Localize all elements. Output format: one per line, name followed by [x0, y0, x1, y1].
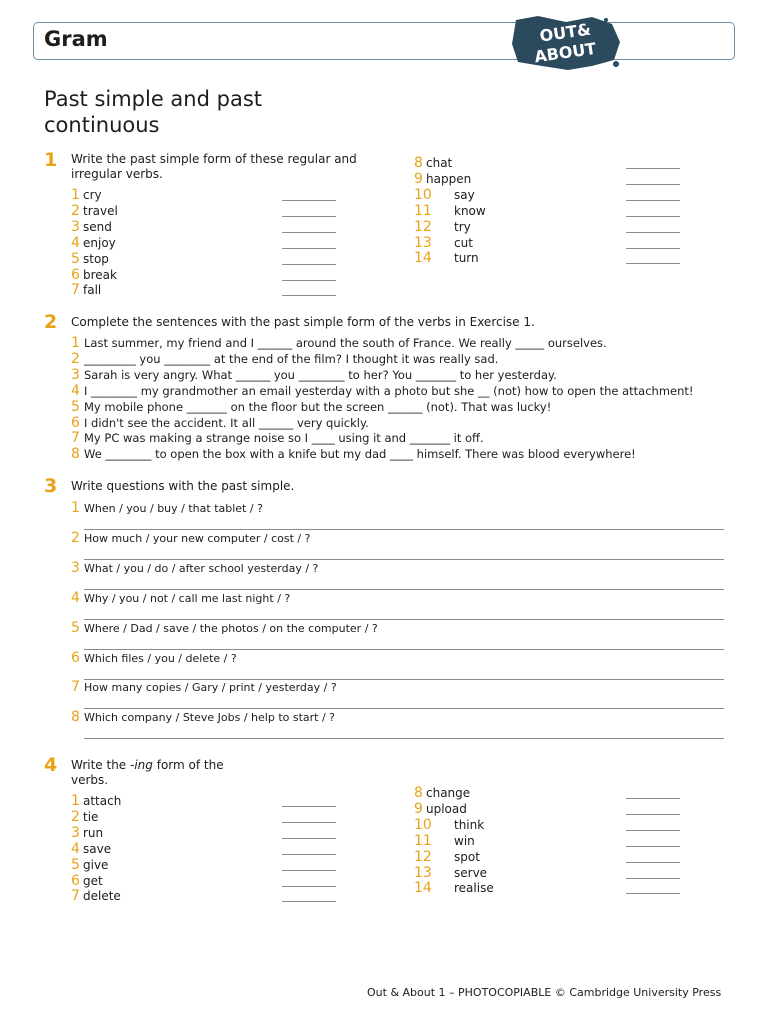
- item-word: get: [83, 873, 103, 888]
- sentence-text: _________ you ________ at the end of the film? I thought it was really sad.: [84, 351, 499, 366]
- item-word: say: [454, 187, 475, 202]
- answer-blank[interactable]: [626, 878, 680, 879]
- answer-blank[interactable]: [626, 798, 680, 799]
- answer-blank[interactable]: [282, 838, 336, 839]
- question-item: [71, 530, 310, 547]
- question-text: How much / your new computer / cost / ?: [84, 531, 311, 545]
- item-word: run: [83, 825, 104, 840]
- word-item: [414, 801, 467, 817]
- item-number: 7: [71, 430, 80, 447]
- word-item: [71, 203, 118, 219]
- item-number: 8: [71, 709, 80, 726]
- question-item: [71, 560, 318, 577]
- exercise-3-instruction: Write questions with the past simple.: [71, 479, 295, 493]
- item-number: 7: [71, 888, 80, 905]
- sentence-text: My mobile phone _______ on the floor but the screen ______ (not). That was lucky!: [84, 399, 552, 414]
- question-text: When / you / buy / that tablet / ?: [84, 502, 263, 515]
- item-number: 3: [71, 559, 80, 576]
- item-word: change: [426, 786, 471, 800]
- word-item: [71, 857, 108, 873]
- question-item: [71, 500, 263, 517]
- word-item: [414, 203, 486, 219]
- item-number: 4: [71, 382, 80, 399]
- item-number: 1: [71, 500, 80, 516]
- item-word: cut: [454, 235, 473, 250]
- item-number: 14: [414, 250, 432, 267]
- answer-blank[interactable]: [282, 822, 336, 823]
- footer-copyright: Out & About 1 – PHOTOCOPIABLE © Cambridge University Press: [367, 986, 722, 999]
- answer-blank[interactable]: [626, 263, 680, 264]
- word-item: [414, 155, 452, 171]
- sentence-text: Sarah is very angry. What ______ you ________ to her? You _______ to her yesterday.: [84, 367, 557, 382]
- item-word: cry: [83, 188, 102, 202]
- exercise-3-number: 3: [44, 475, 58, 497]
- item-number: 13: [414, 234, 432, 251]
- item-number: 8: [414, 785, 423, 801]
- answer-blank[interactable]: [282, 854, 336, 855]
- exercise-2-number: 2: [44, 311, 58, 333]
- header-banner: [33, 19, 735, 60]
- sentence-text: I ________ my grandmother an email yesterday with a photo but she __ (not) how to open the attachment!: [84, 383, 694, 398]
- item-number: 6: [71, 414, 80, 431]
- answer-blank[interactable]: [282, 232, 336, 233]
- item-number: 3: [71, 218, 80, 235]
- item-number: 1: [71, 335, 80, 351]
- answer-blank[interactable]: [282, 901, 336, 902]
- item-number: 3: [71, 366, 80, 383]
- item-number: 5: [71, 856, 80, 873]
- answer-blank[interactable]: [626, 200, 680, 201]
- question-item: [71, 709, 335, 726]
- item-number: 6: [71, 649, 80, 666]
- word-item: [414, 219, 471, 235]
- word-item: [414, 849, 480, 865]
- item-number: 14: [414, 880, 432, 897]
- item-word: delete: [83, 889, 121, 904]
- item-number: 9: [414, 800, 423, 817]
- item-number: 13: [414, 864, 432, 881]
- item-number: 5: [71, 398, 80, 415]
- item-number: 4: [71, 589, 80, 606]
- exercise-1-instruction: Write the past simple form of these regular and irregular verbs.: [71, 152, 357, 181]
- answer-blank[interactable]: [282, 806, 336, 807]
- item-number: 11: [414, 832, 432, 849]
- answer-blank[interactable]: [626, 184, 680, 185]
- word-item: [71, 793, 121, 809]
- answer-blank[interactable]: [626, 168, 680, 169]
- item-word: save: [83, 841, 112, 856]
- word-item: [414, 235, 473, 251]
- item-word: chat: [426, 156, 453, 170]
- item-word: attach: [83, 794, 122, 808]
- question-text: Where / Dad / save / the photos / on the computer / ?: [84, 621, 378, 635]
- item-word: stop: [83, 251, 109, 266]
- sentence-item: [71, 430, 484, 446]
- item-number: 2: [71, 350, 80, 367]
- word-item: [414, 250, 479, 266]
- item-number: 3: [71, 824, 80, 841]
- item-number: 2: [71, 202, 80, 219]
- item-word: turn: [454, 251, 479, 266]
- item-number: 10: [414, 816, 432, 833]
- svg-text:OUT&: OUT&: [538, 19, 593, 46]
- item-number: 6: [71, 872, 80, 889]
- question-text: Which files / you / delete / ?: [84, 651, 237, 665]
- question-text: What / you / do / after school yesterday / ?: [84, 561, 319, 575]
- item-word: tie: [83, 809, 99, 824]
- item-number: 1: [71, 793, 80, 809]
- item-number: 2: [71, 529, 80, 546]
- item-word: enjoy: [83, 235, 116, 250]
- item-word: happen: [426, 171, 472, 186]
- item-word: travel: [83, 203, 118, 218]
- answer-blank[interactable]: [626, 216, 680, 217]
- item-number: 4: [71, 234, 80, 251]
- word-item: [71, 873, 103, 889]
- word-item: [414, 817, 484, 833]
- sentence-text: I didn't see the accident. It all ______ very quickly.: [84, 415, 369, 430]
- question-item: [71, 620, 378, 637]
- item-number: 2: [71, 808, 80, 825]
- exercise-2-instruction: Complete the sentences with the past simple form of the verbs in Exercise 1.: [71, 315, 535, 329]
- out-and-about-logo: [508, 14, 624, 72]
- answer-blank[interactable]: [626, 248, 680, 249]
- item-number: 6: [71, 266, 80, 283]
- word-item: [71, 235, 116, 251]
- item-word: upload: [426, 801, 467, 816]
- word-item: [71, 809, 98, 825]
- sentence-text: My PC was making a strange noise so I ____ using it and _______ it off.: [84, 431, 484, 446]
- word-item: [71, 219, 112, 235]
- item-word: win: [454, 833, 475, 848]
- question-text: Why / you / not / call me last night / ?: [84, 591, 291, 605]
- svg-text:ABOUT: ABOUT: [533, 38, 598, 67]
- sentence-item: [71, 399, 551, 415]
- sentence-item: [71, 367, 557, 383]
- item-word: break: [83, 267, 117, 282]
- item-number: 5: [71, 619, 80, 636]
- word-item: [414, 880, 494, 896]
- page-title: Past simple and past continuous: [44, 87, 262, 137]
- word-item: [71, 282, 101, 298]
- word-item: [71, 267, 117, 283]
- sentence-text: We ________ to open the box with a knife but my dad ____ himself. There was blood everywhere!: [84, 447, 636, 462]
- item-number: 11: [414, 202, 432, 219]
- sentence-text: Last summer, my friend and I ______ around the south of France. We really _____ ourselves.: [84, 336, 607, 350]
- item-number: 4: [71, 840, 80, 857]
- item-word: try: [454, 219, 471, 234]
- word-item: [414, 187, 475, 203]
- item-word: give: [83, 857, 109, 872]
- word-item: [71, 841, 111, 857]
- word-item: [71, 251, 109, 267]
- item-number: 7: [71, 679, 80, 696]
- answer-blank[interactable]: [282, 264, 336, 265]
- word-item: [71, 888, 121, 904]
- word-item: [414, 865, 487, 881]
- answer-blank[interactable]: [282, 216, 336, 217]
- question-text: Which company / Steve Jobs / help to start / ?: [84, 711, 336, 725]
- word-item: [71, 825, 103, 841]
- answer-blank[interactable]: [626, 846, 680, 847]
- exercise-4-number: 4: [44, 754, 58, 776]
- item-number: 5: [71, 250, 80, 267]
- word-item: [414, 833, 475, 849]
- header-title: Gram: [44, 27, 108, 51]
- item-number: 12: [414, 218, 432, 235]
- word-item: [71, 187, 102, 203]
- sentence-item: [71, 446, 636, 462]
- answer-blank[interactable]: [282, 280, 336, 281]
- question-item: [71, 650, 237, 667]
- item-number: 1: [71, 187, 80, 203]
- answer-blank[interactable]: [626, 232, 680, 233]
- answer-blank[interactable]: [282, 248, 336, 249]
- answer-blank[interactable]: [282, 295, 336, 296]
- item-word: realise: [454, 881, 494, 896]
- answer-line[interactable]: [84, 738, 724, 739]
- item-word: spot: [454, 849, 480, 864]
- sentence-item: [71, 335, 607, 351]
- item-number: 7: [71, 282, 80, 299]
- word-item: [414, 171, 471, 187]
- question-item: [71, 679, 337, 696]
- item-number: 8: [71, 446, 80, 463]
- item-number: 9: [414, 170, 423, 187]
- answer-blank[interactable]: [626, 814, 680, 815]
- item-number: 10: [414, 186, 432, 203]
- sentence-item: [71, 383, 694, 399]
- question-text: How many copies / Gary / print / yesterday / ?: [84, 681, 337, 695]
- answer-blank[interactable]: [626, 893, 680, 894]
- answer-blank[interactable]: [282, 886, 336, 887]
- sentence-item: [71, 415, 369, 431]
- answer-blank[interactable]: [282, 200, 336, 201]
- item-number: 12: [414, 848, 432, 865]
- item-word: send: [83, 219, 112, 234]
- item-word: fall: [83, 283, 102, 298]
- answer-blank[interactable]: [626, 830, 680, 831]
- exercise-4-instruction: Write the -ing form of the verbs.: [71, 758, 224, 787]
- exercise-1-number: 1: [44, 149, 58, 171]
- item-word: serve: [454, 865, 488, 880]
- item-number: 8: [414, 155, 423, 171]
- answer-blank[interactable]: [626, 862, 680, 863]
- item-word: think: [454, 817, 485, 832]
- sentence-item: [71, 351, 498, 367]
- word-item: [414, 785, 470, 801]
- question-item: [71, 590, 290, 607]
- answer-blank[interactable]: [282, 870, 336, 871]
- item-word: know: [454, 203, 486, 218]
